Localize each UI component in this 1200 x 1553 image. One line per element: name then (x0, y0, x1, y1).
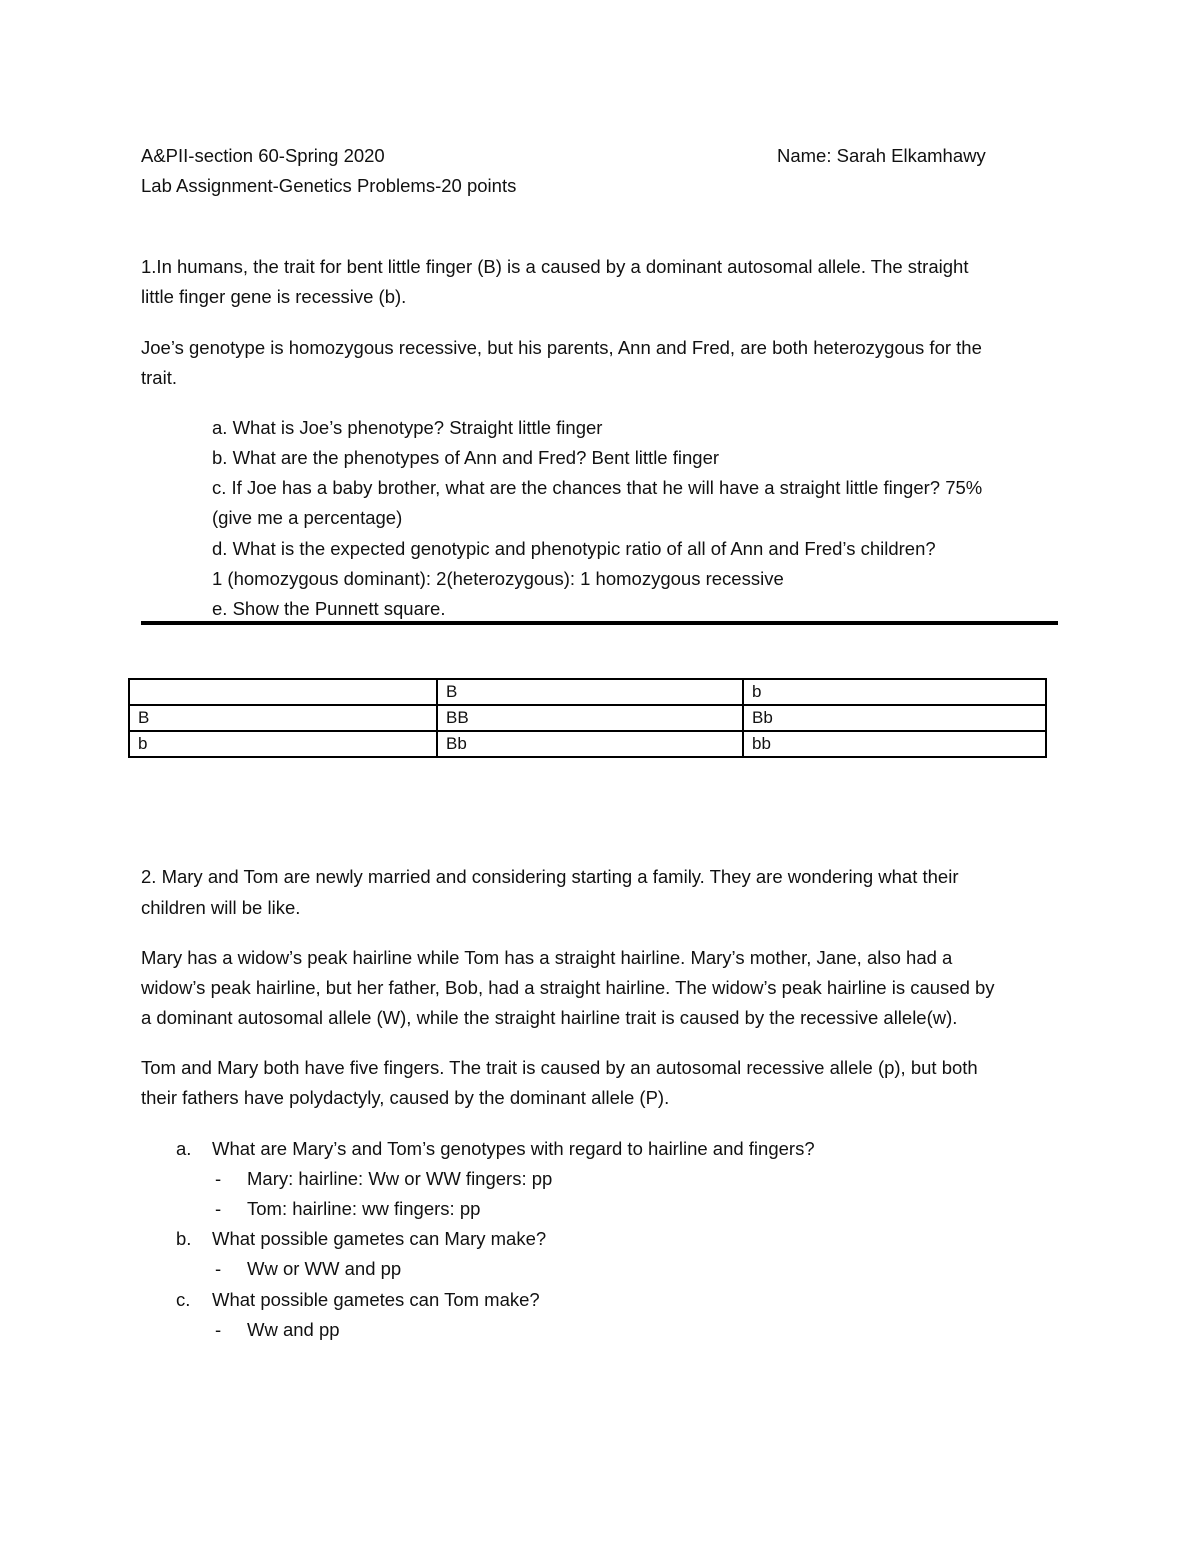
q2-part-b-marker: b. (176, 1228, 192, 1249)
q1-part-c-line1: c. If Joe has a baby brother, what are the chances that he will have a straight little finger? 75% (212, 477, 983, 498)
list-dash: - (215, 1168, 222, 1189)
list-dash: - (215, 1258, 222, 1279)
q2-part-a: What are Mary’s and Tom’s genotypes with regard to hairline and fingers? (212, 1138, 815, 1159)
table-cell: Bb (743, 705, 1046, 731)
table-row (129, 731, 1046, 757)
table-cell: B (437, 679, 743, 705)
q1-part-b: b. What are the phenotypes of Ann and Fred? Bent little finger (212, 447, 720, 468)
q2-intro-line1: 2. Mary and Tom are newly married and considering starting a family. They are wondering what their (141, 866, 959, 887)
q1-part-d-line1: d. What is the expected genotypic and phenotypic ratio of all of Ann and Fred’s children? (212, 538, 936, 559)
q2-para3-line1: Tom and Mary both have five fingers. The trait is caused by an autosomal recessive allele (p), but both (141, 1057, 978, 1078)
q1-part-e: e. Show the Punnett square. (212, 598, 446, 619)
q2-para2-line1: Mary has a widow’s peak hairline while Tom has a straight hairline. Mary’s mother, Jane, also had a (141, 947, 953, 968)
q2-part-a-answer-tom: Tom: hairline: ww fingers: pp (247, 1198, 481, 1219)
table-row (129, 705, 1046, 731)
table-row (129, 679, 1046, 705)
q1-intro-line2: little finger gene is recessive (b). (141, 286, 407, 307)
punnett-square (128, 678, 1047, 758)
q1-part-a: a. What is Joe’s phenotype? Straight little finger (212, 417, 603, 438)
table-cell: bb (743, 731, 1046, 757)
table-cell: b (129, 731, 437, 757)
q2-part-c-marker: c. (176, 1289, 191, 1310)
assignment-title: Lab Assignment-Genetics Problems-20 points (141, 175, 517, 196)
q2-para2-line3: a dominant autosomal allele (W), while the straight hairline trait is caused by the recessive allele(w). (141, 1007, 958, 1028)
q2-part-b-answer: Ww or WW and pp (247, 1258, 402, 1279)
q1-intro-line1: 1.In humans, the trait for bent little finger (B) is a caused by a dominant autosomal allele. The straight (141, 256, 969, 277)
course-title: A&PII-section 60-Spring 2020 (141, 145, 385, 166)
student-name: Name: Sarah Elkamhawy (777, 145, 986, 166)
list-dash: - (215, 1198, 222, 1219)
q1-para2-line2: trait. (141, 367, 177, 388)
table-cell (129, 679, 437, 705)
q2-part-b: What possible gametes can Mary make? (212, 1228, 547, 1249)
table-cell: BB (437, 705, 743, 731)
table-cell: b (743, 679, 1046, 705)
table-cell: B (129, 705, 437, 731)
q2-intro-line2: children will be like. (141, 897, 301, 918)
q2-part-a-answer-mary: Mary: hairline: Ww or WW fingers: pp (247, 1168, 553, 1189)
q2-part-c-answer: Ww and pp (247, 1319, 340, 1340)
section-divider (141, 621, 1058, 625)
q1-part-d-line2: 1 (homozygous dominant): 2(heterozygous): 1 homozygous recessive (212, 568, 784, 589)
q2-para3-line2: their fathers have polydactyly, caused by the dominant allele (P). (141, 1087, 670, 1108)
list-dash: - (215, 1319, 222, 1340)
q2-part-c: What possible gametes can Tom make? (212, 1289, 540, 1310)
table-cell: Bb (437, 731, 743, 757)
q1-part-c-line2: (give me a percentage) (212, 507, 403, 528)
q2-part-a-marker: a. (176, 1138, 192, 1159)
q2-para2-line2: widow’s peak hairline, but her father, Bob, had a straight hairline. The widow’s peak hairline is caused by (141, 977, 995, 998)
q1-para2-line1: Joe’s genotype is homozygous recessive, but his parents, Ann and Fred, are both heterozygous for the (141, 337, 982, 358)
